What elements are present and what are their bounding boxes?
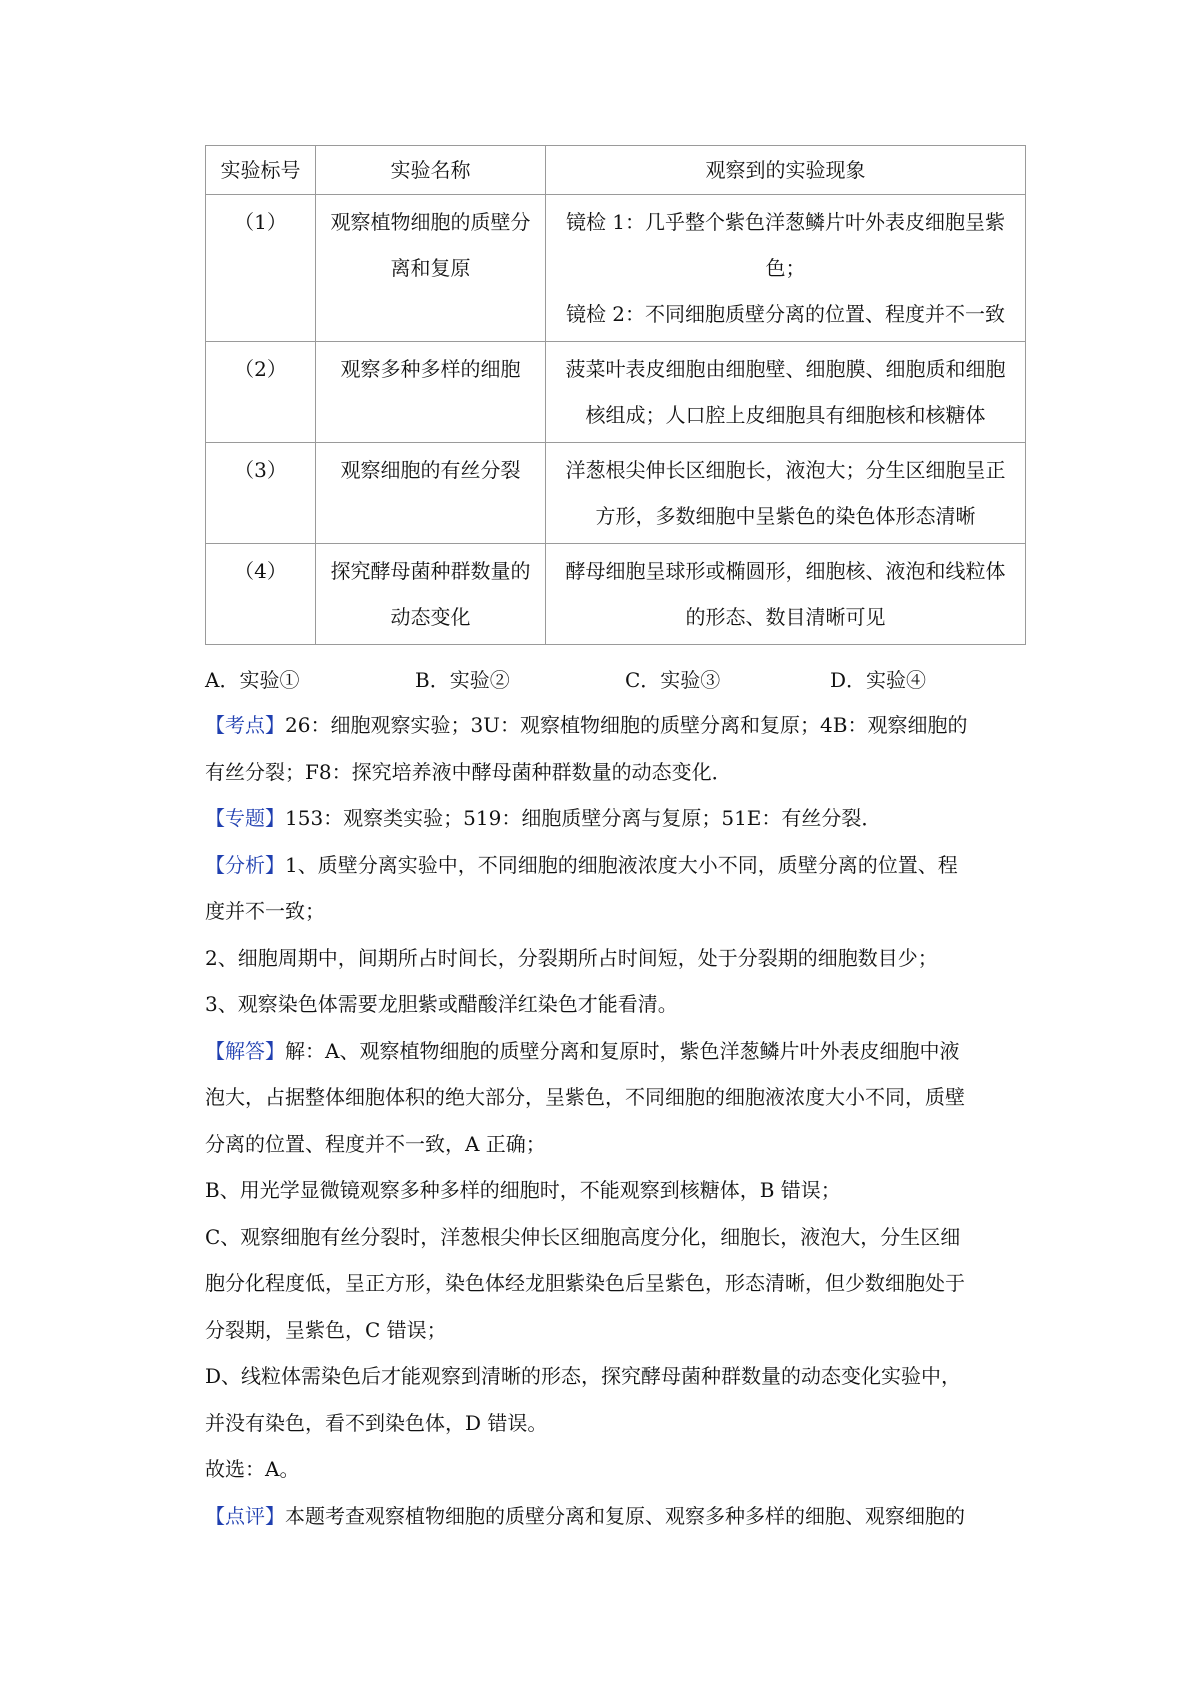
text-line: 度并不一致；	[205, 899, 325, 923]
cell-line: 观察多种多样的细胞	[340, 357, 521, 381]
option-b: B．实验②	[415, 668, 510, 692]
answer-line: 故选：A。	[205, 1457, 300, 1481]
row-name-cell	[316, 342, 546, 443]
table-row	[206, 544, 1026, 645]
text-line: 本题考查观察植物细胞的质壁分离和复原、观察多种多样的细胞、观察细胞的	[285, 1503, 965, 1528]
table-row	[206, 342, 1026, 443]
row-id-cell: （4）	[206, 544, 316, 645]
text-line: 分裂期，呈紫色，C 错误；	[205, 1317, 447, 1342]
zhuanti-tag: 【专题】	[205, 806, 285, 830]
row-name-cell	[316, 443, 546, 544]
row-phenomenon-cell	[546, 342, 1026, 443]
row-name-cell	[316, 544, 546, 645]
text-line: B、用光学显微镜观察多种多样的细胞时，不能观察到核糖体，B 错误；	[205, 1178, 841, 1202]
text-line: 153：观察类实验；519：细胞质壁分离与复原；51E：有丝分裂．	[285, 806, 882, 830]
jieda-paragraph	[205, 1028, 1025, 1493]
text-line: D、线粒体需染色后才能观察到清晰的形态，探究酵母菌种群数量的动态变化实验中，	[205, 1364, 962, 1388]
option-a: A．实验①	[205, 668, 300, 692]
text-line: 26：细胞观察实验；3U：观察植物细胞的质壁分离和复原；4B：观察细胞的	[285, 713, 968, 737]
cell-line: 酵母细胞呈球形或椭圆形，细胞核、液泡和线粒体	[565, 559, 1006, 583]
cell-line: 观察植物细胞的质壁分	[330, 210, 531, 234]
kaodian-paragraph	[205, 702, 1025, 795]
header-cell: 观察到的实验现象	[546, 146, 1026, 195]
experiment-table	[205, 145, 1026, 645]
row-id-cell: （3）	[206, 443, 316, 544]
text-line: 并没有染色，看不到染色体，D 错误。	[205, 1410, 548, 1435]
cell-line: 核组成；人口腔上皮细胞具有细胞核和核糖体	[585, 403, 986, 427]
row-name-cell	[316, 195, 546, 342]
text-line: 有丝分裂；F8：探究培养液中酵母菌种群数量的动态变化．	[205, 759, 732, 784]
row-phenomenon-cell	[546, 195, 1026, 342]
cell-line: 观察细胞的有丝分裂	[340, 458, 521, 482]
text-line: 解：A、观察植物细胞的质壁分离和复原时，紫色洋葱鳞片叶外表皮细胞中液	[285, 1038, 960, 1063]
fenxi-paragraph	[205, 842, 1025, 1028]
row-phenomenon-cell	[546, 544, 1026, 645]
fenxi-tag: 【分析】	[205, 852, 285, 877]
kaodian-tag: 【考点】	[205, 713, 285, 737]
table-header-row	[206, 146, 1026, 195]
text-line: C、观察细胞有丝分裂时，洋葱根尖伸长区细胞高度分化，细胞长，液泡大，分生区细	[205, 1224, 961, 1249]
cell-line: 动态变化	[390, 605, 471, 629]
row-phenomenon-cell	[546, 443, 1026, 544]
cell-line: 菠菜叶表皮细胞由细胞壁、细胞膜、细胞质和细胞	[565, 357, 1006, 381]
row-id-cell: （1）	[206, 195, 316, 342]
jieda-tag: 【解答】	[205, 1038, 285, 1063]
text-line: 泡大，占据整体细胞体积的绝大部分，呈紫色，不同细胞的细胞液浓度大小不同，质壁	[205, 1085, 965, 1109]
header-cell: 实验名称	[316, 146, 546, 195]
header-cell: 实验标号	[206, 146, 316, 195]
text-line: 3、观察染色体需要龙胆紫或醋酸洋红染色才能看清。	[205, 992, 678, 1016]
cell-line: 离和复原	[390, 256, 471, 280]
solution-body	[205, 702, 1025, 1539]
option-c: C．实验③	[625, 668, 721, 692]
cell-line: 方形，多数细胞中呈紫色的染色体形态清晰	[595, 504, 976, 528]
table-row	[206, 443, 1026, 544]
option-d: D．实验④	[830, 668, 927, 692]
row-id-cell: （2）	[206, 342, 316, 443]
cell-line: 的形态、数目清晰可见	[685, 605, 886, 629]
cell-line: 色；	[765, 256, 806, 280]
cell-line: 探究酵母菌种群数量的	[330, 559, 531, 583]
cell-line: 洋葱根尖伸长区细胞长，液泡大；分生区细胞呈正	[565, 458, 1006, 482]
cell-line: 镜检 1：几乎整个紫色洋葱鳞片叶外表皮细胞呈紫	[565, 210, 1006, 234]
text-line: 胞分化程度低，呈正方形，染色体经龙胆紫染色后呈紫色，形态清晰，但少数细胞处于	[205, 1271, 965, 1295]
text-line: 1、质壁分离实验中，不同细胞的细胞液浓度大小不同，质壁分离的位置、程	[285, 852, 958, 877]
cell-line: 镜检 2：不同细胞质壁分离的位置、程度并不一致	[565, 302, 1006, 326]
zhuanti-paragraph	[205, 795, 1025, 842]
dianping-paragraph	[205, 1493, 1025, 1540]
table-row	[206, 195, 1026, 342]
dianping-tag: 【点评】	[205, 1503, 285, 1528]
answer-options	[205, 660, 1025, 700]
text-line: 2、细胞周期中，间期所占时间长，分裂期所占时间短，处于分裂期的细胞数目少；	[205, 945, 938, 970]
text-line: 分离的位置、程度并不一致，A 正确；	[205, 1131, 546, 1156]
